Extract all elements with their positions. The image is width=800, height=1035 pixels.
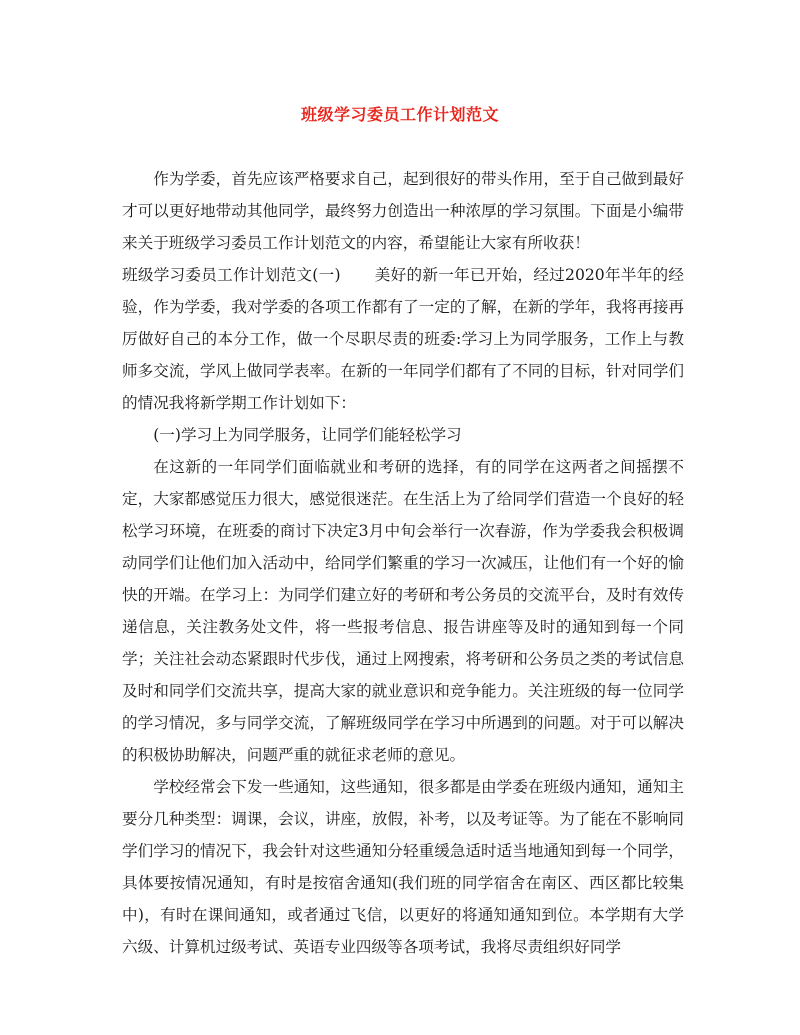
section-text: 美好的新一年已开始，经过2020年半年的经验，作为学委，我对学委的各项工作都有了一定的了解，在新的学年，我将再接再厉做好自己的本分工作，做一个尽职尽责的班委:学习上为同学服务，工作上与教师多交流，学风上做同学表率。在新的一年同学们都有了不同的目标，针对同学们的情况我将新学期工作计划如下： [122, 266, 684, 412]
intro-paragraph: 作为学委，首先应该严格要求自己，起到很好的带头作用，至于自己做到最好才可以更好地带动其他同学，最终努力创造出一种浓厚的学习氛围。下面是小编带来关于班级学习委员工作计划范文的内容，希望能让大家有所收获！ [122, 170, 684, 252]
subheading-1: (一)学习上为同学服务，让同学们能轻松学习 [153, 426, 462, 444]
document-title: 班级学习委员工作计划范文 [300, 105, 499, 124]
body-paragraph-1: 在这新的一年同学们面临就业和考研的选择，有的同学在这两者之间摇摆不定，大家都感觉压力很大，感觉很迷茫。在生活上为了给同学们营造一个良好的轻松学习环境，在班委的商讨下决定3月中旬会举行一次春游，作为学委我会积极调动同学们让他们加入活动中，给同学们繁重的学习一次减压，让他们有一个好的愉快的开端。在学习上：为同学们建立好的考研和考公务员的交流平台，及时有效传递信息，关注教务处文件，将一些报考信息、报告讲座等及时的通知到每一个同学；关注社会动态紧跟时代步伐，通过上网搜索，将考研和公务员之类的考试信息及时和同学们交流共享，提高大家的就业意识和竞争能力。关注班级的每一位同学的学习情况，多与同学交流，了解班级同学在学习中所遇到的问题。对于可以解决的积极协助解决，问题严重的就征求老师的意见。 [122, 458, 684, 764]
section-title: 班级学习委员工作计划范文(一) [122, 266, 341, 284]
document-body [122, 163, 684, 963]
body-paragraph-2: 学校经常会下发一些通知，这些通知，很多都是由学委在班级内通知，通知主要分几种类型：调课，会议，讲座，放假，补考，以及考证等。为了能在不影响同学们学习的情况下，我会针对这些通知分轻重缓急适时适当地通知到每一个同学，具体要按情况通知，有时是按宿舍通知(我们班的同学宿舍在南区、西区都比较集中)，有时在课间通知，或者通过飞信，以更好的将通知通知到位。本学期有大学六级、计算机过级考试、英语专业四级等各项考试，我将尽责组织好同学 [122, 778, 684, 956]
section-paragraph [122, 259, 684, 419]
